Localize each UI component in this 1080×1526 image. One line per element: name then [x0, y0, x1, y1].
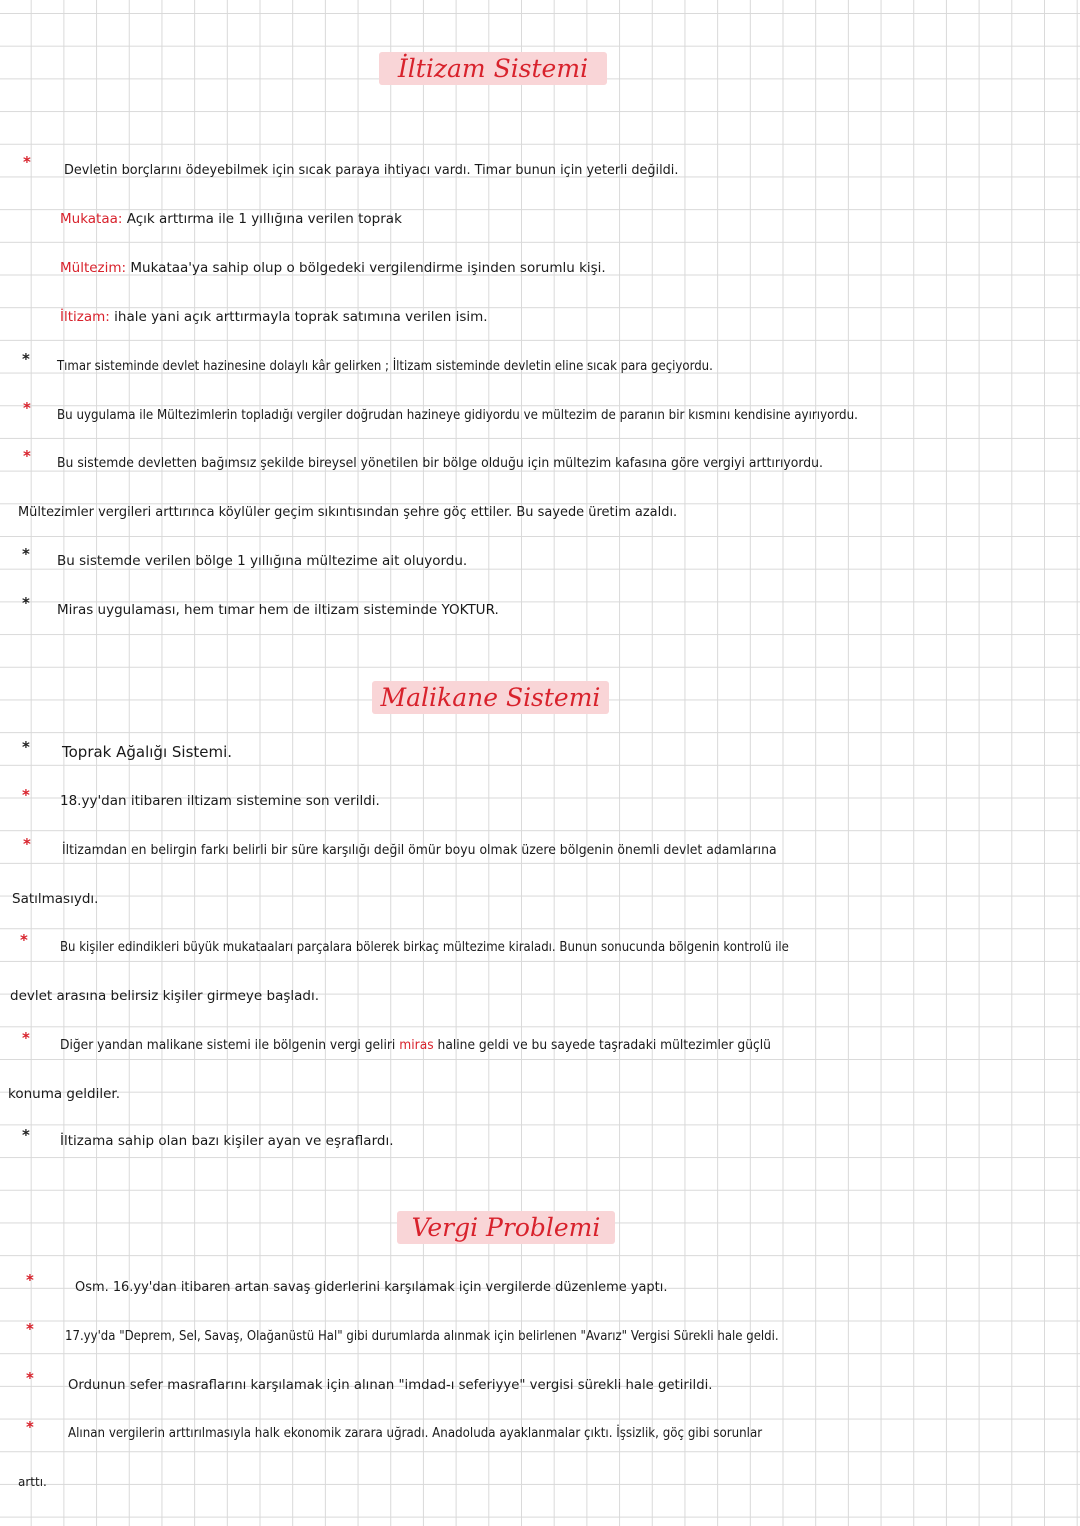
note-line: İltizama sahip olan bazı kişiler ayan ve eşraflardı.	[60, 1133, 394, 1149]
bullet-icon: *	[26, 1418, 34, 1436]
definition-text: Açık arttırma ile 1 yıllığına verilen toprak	[126, 211, 402, 227]
note-line: Mültezimler vergileri arttırınca köylüler geçim sıkıntısından şehre göç ettiler. Bu sayede üretim azaldı.	[18, 504, 678, 520]
note-text: Diğer yandan malikane sistemi ile bölgenin vergi geliri	[60, 1037, 396, 1053]
note-text: haline geldi ve bu sayede taşradaki mültezimler güçlü	[437, 1037, 771, 1053]
title-iltizam-sistemi: İltizam Sistemi	[379, 52, 607, 85]
note-line: Bu sistemde devletten bağımsız şekilde bireysel yönetilen bir bölge olduğu için mültezim kafasına göre vergiyi arttırıyordu.	[57, 455, 823, 471]
highlight-miras: miras	[399, 1037, 434, 1053]
note-line: Alınan vergilerin arttırılmasıyla halk ekonomik zarara uğradı. Anadoluda ayaklanmalar çıktı. İşsizlik, göç gibi sorunlar	[68, 1425, 763, 1441]
bullet-icon: *	[23, 399, 31, 417]
term-multezim: Mültezim:	[60, 260, 127, 276]
note-line: 17.yy'da "Deprem, Sel, Savaş, Olağanüstü Hal" gibi durumlarda alınmak için belirlenen "Avarız" Vergisi Sürekli hale geldi.	[65, 1328, 779, 1344]
definition-text: Mukataa'ya sahip olup o bölgedeki vergilendirme işinden sorumlu kişi.	[130, 260, 606, 276]
bullet-icon: *	[23, 153, 31, 171]
bullet-icon: *	[22, 1126, 30, 1144]
note-line	[60, 1035, 771, 1055]
definition-mukataa	[60, 209, 402, 229]
note-line: İltizamdan en belirgin farkı belirli bir süre karşılığı değil ömür boyu olmak üzere bölgenin önemli devlet adamlarına	[62, 842, 777, 858]
note-line: Toprak Ağalığı Sistemi.	[62, 743, 233, 761]
title-malikane-sistemi: Malikane Sistemi	[372, 681, 609, 714]
note-line: 18.yy'dan itibaren iltizam sistemine son verildi.	[60, 793, 380, 809]
bullet-icon: *	[23, 447, 31, 465]
bullet-icon: *	[22, 786, 30, 804]
bullet-icon: *	[26, 1320, 34, 1338]
bullet-icon: *	[26, 1369, 34, 1387]
bullet-icon: *	[22, 545, 30, 563]
definition-multezim	[60, 258, 606, 278]
note-line: Devletin borçlarını ödeyebilmek için sıcak paraya ihtiyacı vardı. Timar bunun için yeterli değildi.	[64, 162, 679, 178]
definition-iltizam	[60, 307, 488, 327]
bullet-icon: *	[20, 931, 28, 949]
note-line: Tımar sisteminde devlet hazinesine dolaylı kâr gelirken ; İltizam sisteminde devletin eline sıcak para geçiyordu.	[57, 358, 713, 374]
bullet-icon: *	[22, 1029, 30, 1047]
note-line: Osm. 16.yy'dan itibaren artan savaş giderlerini karşılamak için vergilerde düzenleme yaptı.	[75, 1279, 668, 1295]
title-vergi-problemi: Vergi Problemi	[397, 1211, 615, 1244]
note-line: Ordunun sefer masraflarını karşılamak için alınan "imdad-ı seferiyye" vergisi sürekli hale getirildi.	[68, 1377, 713, 1393]
note-line: arttı.	[18, 1475, 47, 1489]
note-line: konuma geldiler.	[8, 1086, 121, 1102]
note-line: devlet arasına belirsiz kişiler girmeye başladı.	[10, 988, 320, 1004]
bullet-icon: *	[22, 594, 30, 612]
term-mukataa: Mukataa:	[60, 211, 123, 227]
bullet-icon: *	[22, 350, 30, 368]
note-line: Bu sistemde verilen bölge 1 yıllığına mültezime ait oluyordu.	[57, 553, 468, 569]
bullet-icon: *	[26, 1271, 34, 1289]
bullet-icon: *	[22, 738, 30, 756]
term-iltizam: İltizam:	[60, 309, 110, 325]
note-line: Satılmasıydı.	[12, 891, 99, 907]
note-line: Miras uygulaması, hem tımar hem de iltizam sisteminde YOKTUR.	[57, 602, 499, 618]
note-line: Bu kişiler edindikleri büyük mukataaları parçalara bölerek birkaç mültezime kiraladı. Bunun sonucunda bölgenin kontrolü ile	[60, 939, 789, 955]
note-line: Bu uygulama ile Mültezimlerin topladığı vergiler doğrudan hazineye gidiyordu ve mültezim de paranın bir kısmını kendisine ayırıyordu.	[57, 407, 858, 423]
bullet-icon: *	[23, 835, 31, 853]
definition-text: ihale yani açık arttırmayla toprak satımına verilen isim.	[114, 309, 488, 325]
